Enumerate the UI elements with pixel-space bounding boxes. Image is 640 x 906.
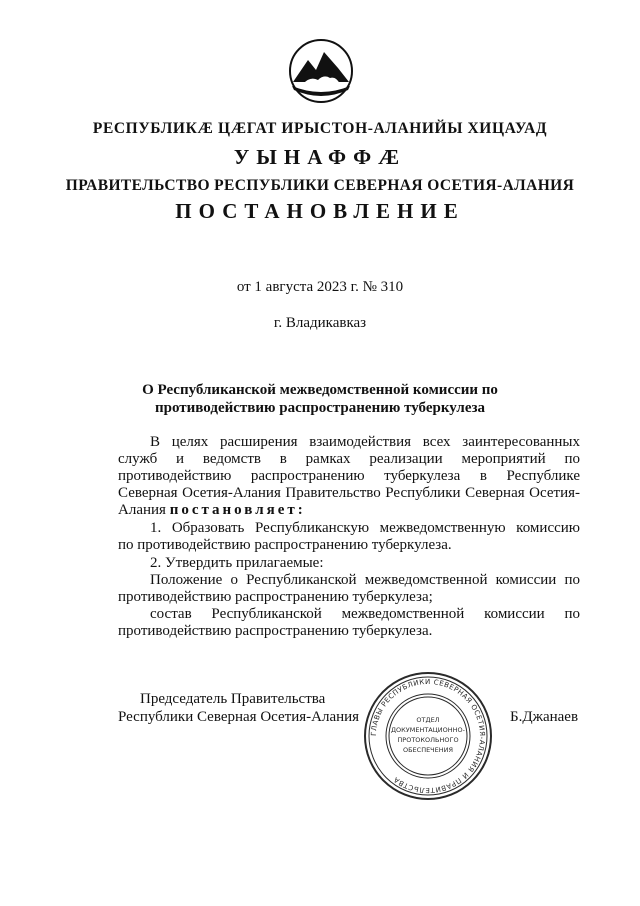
- preamble-line-3: противодействию распространению туберкулеза в Республике: [118, 468, 580, 484]
- item-2-heading: 2. Утвердить прилагаемые:: [150, 555, 324, 571]
- seal-ring-text: ГЛАВЫ РЕСПУБЛИКИ СЕВЕРНАЯ ОСЕТИЯ-АЛАНИЯ И ПРАВИТЕЛЬСТВА: [369, 677, 487, 795]
- signatory-title-line-1: Председатель Правительства: [140, 691, 326, 707]
- preamble-line-1: В целях расширения взаимодействия всех заинтересованных: [150, 434, 580, 450]
- regulation-line-1: Положение о Республиканской межведомственной комиссии по: [150, 572, 580, 588]
- city: г. Владикавказ: [273, 315, 367, 331]
- document-title-line-1: О Республиканской межведомственной комиссии по: [142, 382, 498, 398]
- seal-center-line-4: ОБЕСПЕЧЕНИЯ: [402, 746, 454, 754]
- seal-center-line-2: ДОКУМЕНТАЦИОННО-: [390, 726, 466, 734]
- composition-line-2: противодействию распространению туберкулеза.: [118, 623, 433, 639]
- preamble-line-4: Северная Осетия-Алания Правительство Республики Северная Осетия-: [118, 485, 580, 501]
- signatory-name: Б.Джанаев: [510, 709, 579, 725]
- russian-government-heading: ПРАВИТЕЛЬСТВО РЕСПУБЛИКИ СЕВЕРНАЯ ОСЕТИЯ-АЛАНИЯ: [65, 177, 575, 194]
- composition-line-1: состав Республиканской межведомственной комиссии по: [150, 606, 580, 622]
- coat-of-arms-emblem: [288, 38, 354, 104]
- ossetian-doc-type: УЫНАФФӔ: [233, 145, 407, 169]
- preamble-line-2: служб и ведомств в рамках реализации мероприятий по: [118, 451, 580, 467]
- date-number: от 1 августа 2023 г. № 310: [236, 279, 404, 295]
- seal-center-line-3: ПРОТОКОЛЬНОГО: [397, 736, 459, 744]
- signatory-title-line-2: Республики Северная Осетия-Алания: [118, 709, 360, 725]
- document-title-line-2: противодействию распространению туберкулеза: [155, 400, 485, 416]
- ossetian-republic-heading: РЕСПУБЛИКӔ ЦӔГАТ ИРЫСТОН-АЛАНИЙЫ ХИЦАУАД: [92, 120, 548, 137]
- regulation-line-2: противодействию распространению туберкулеза;: [118, 589, 433, 605]
- preamble-line-5-start: Алания: [118, 502, 166, 518]
- russian-doc-type: ПОСТАНОВЛЕНИЕ: [175, 199, 465, 223]
- official-seal: [362, 670, 494, 802]
- seal-center-line-1: ОТДЕЛ: [416, 716, 440, 724]
- preamble-line-5: [118, 502, 306, 519]
- item-1-line-1: 1. Образовать Республиканскую межведомственную комиссию: [150, 520, 580, 536]
- item-1-line-2: по противодействию распространению туберкулеза.: [118, 537, 452, 553]
- resolves-word: постановляет:: [169, 502, 306, 518]
